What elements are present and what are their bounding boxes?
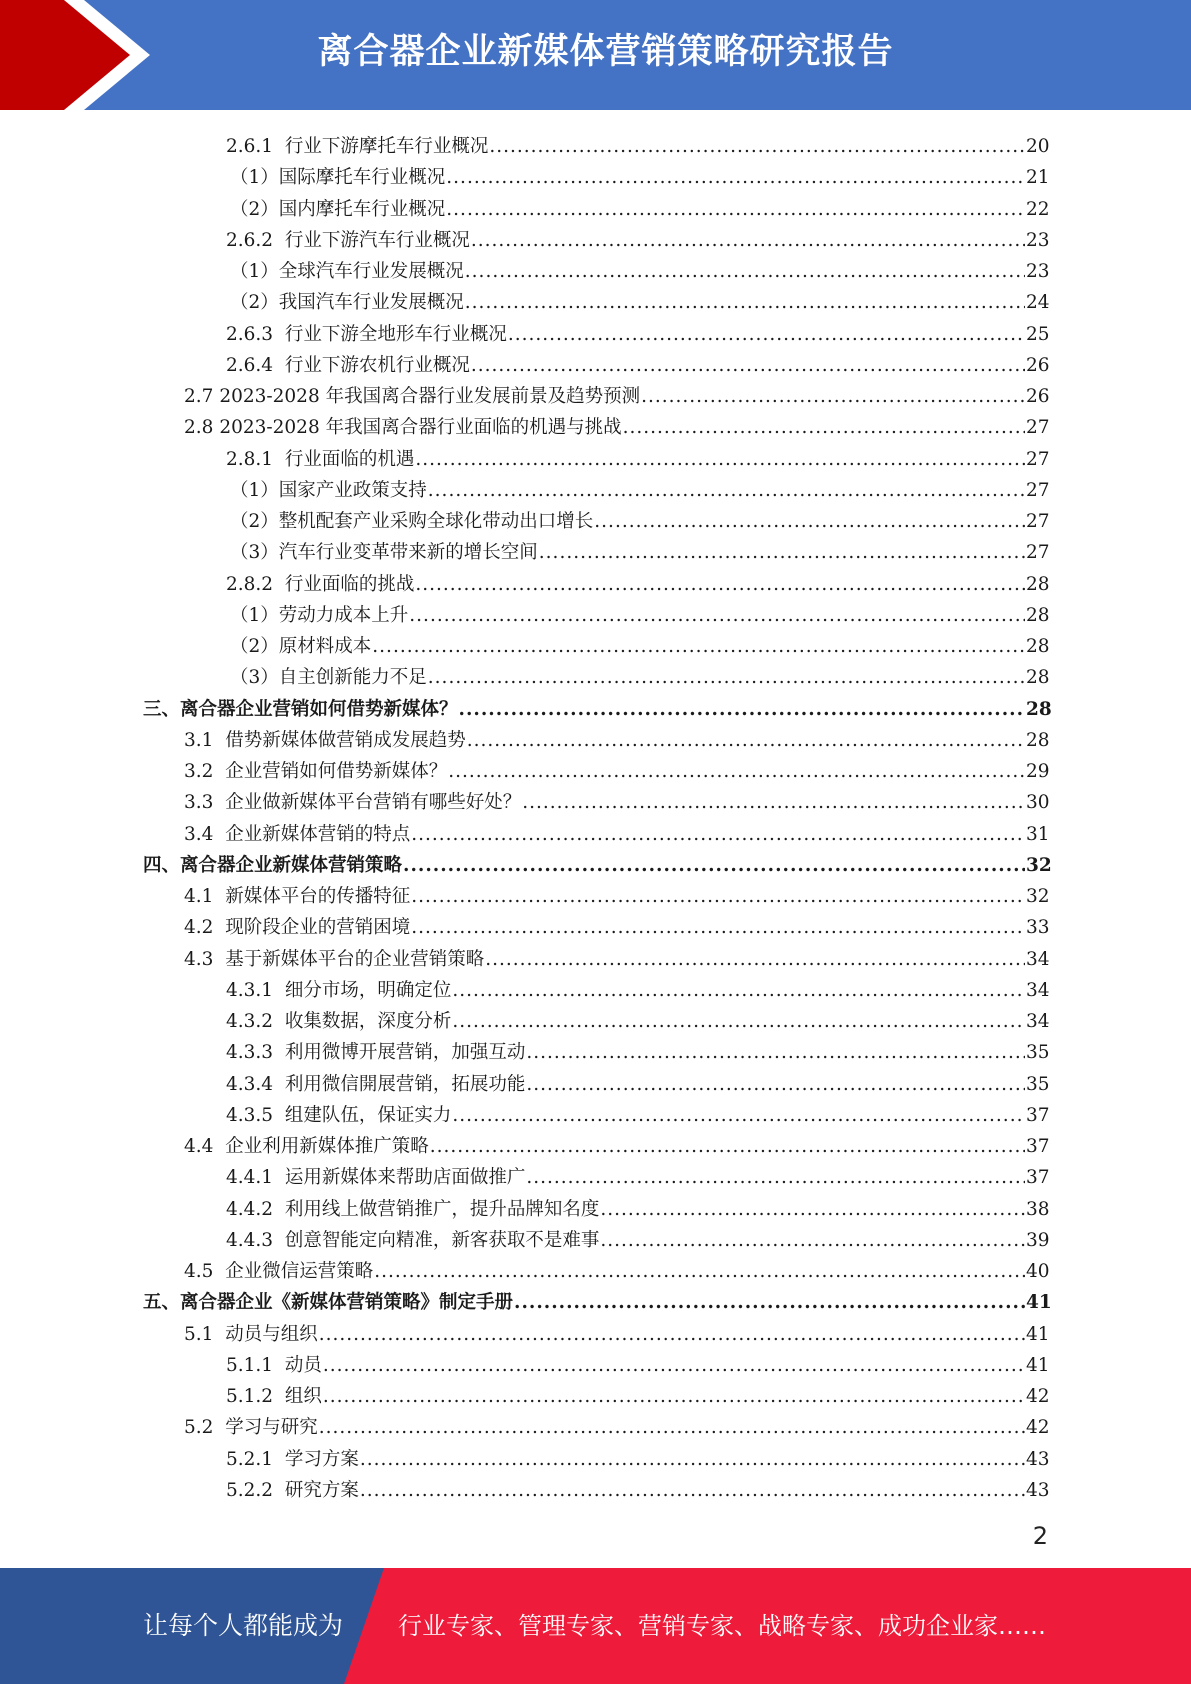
toc-entry[interactable] — [184, 1128, 1048, 1159]
toc-entry-title: 新媒体平台的传播特征 — [225, 886, 411, 907]
toc-dot-leader — [448, 760, 1025, 784]
toc-entry[interactable] — [226, 1034, 1048, 1065]
toc-entry-number: 2.7 — [184, 386, 220, 407]
toc-entry[interactable] — [226, 441, 1048, 472]
toc-entry[interactable] — [226, 1222, 1048, 1253]
toc-dot-leader — [641, 385, 1025, 409]
toc-entry[interactable] — [143, 691, 1052, 722]
toc-entry-title: 自主创新能力不足 — [278, 667, 427, 688]
toc-entry[interactable] — [230, 659, 1048, 690]
toc-entry-title: 行业下游农机行业概况 — [284, 355, 470, 376]
toc-entry-title: 学习与研究 — [225, 1417, 318, 1438]
toc-dot-leader — [415, 448, 1025, 472]
toc-entry[interactable] — [226, 316, 1048, 347]
toc-entry-number: 5.2.1 — [226, 1449, 285, 1470]
toc-entry-title: 现阶段企业的营销困境 — [225, 917, 411, 938]
toc-entry-page: 28 — [1026, 574, 1050, 595]
toc-dot-leader — [489, 135, 1025, 159]
toc-dot-leader — [471, 229, 1025, 253]
toc-entry-page: 43 — [1026, 1449, 1050, 1470]
toc-entry-page: 28 — [1026, 605, 1050, 626]
toc-entry[interactable] — [230, 597, 1048, 628]
toc-entry[interactable] — [184, 722, 1048, 753]
toc-entry-page: 34 — [1026, 949, 1050, 970]
toc-dot-leader — [452, 979, 1025, 1003]
toc-entry[interactable] — [143, 847, 1052, 878]
toc-entry-page: 43 — [1026, 1480, 1050, 1501]
toc-dot-leader — [467, 729, 1025, 753]
toc-entry-number: 3.2 — [184, 761, 226, 782]
toc-entry-number: 3.1 — [184, 730, 226, 751]
toc-dot-leader — [485, 948, 1025, 972]
toc-entry-page: 29 — [1026, 761, 1050, 782]
toc-dot-leader — [409, 604, 1025, 628]
toc-entry-number: 4.3.5 — [226, 1105, 285, 1126]
footer-slogan-left: 让每个人都能成为 — [143, 1611, 344, 1640]
toc-entry[interactable] — [230, 159, 1048, 190]
toc-dot-leader — [411, 823, 1025, 847]
toc-entry-number: 五、 — [143, 1292, 181, 1313]
toc-entry-page: 38 — [1026, 1199, 1050, 1220]
toc-entry-title: 运用新媒体来帮助店面做推广 — [284, 1167, 526, 1188]
toc-entry-title: 行业下游摩托车行业概况 — [284, 136, 489, 157]
toc-entry[interactable] — [226, 1347, 1048, 1378]
toc-entry-number: 4.2 — [184, 917, 226, 938]
toc-dot-leader — [428, 479, 1025, 503]
toc-entry-title: 我国汽车行业发展概况 — [278, 292, 464, 313]
toc-dot-leader — [411, 916, 1025, 940]
toc-entry-title: 动员与组织 — [225, 1324, 318, 1345]
toc-entry-title: 国际摩托车行业概况 — [278, 167, 446, 188]
toc-dot-leader — [452, 1010, 1025, 1034]
toc-entry-page: 23 — [1026, 261, 1050, 282]
toc-entry[interactable] — [226, 1097, 1048, 1128]
toc-entry-title: 国内摩托车行业概况 — [278, 199, 446, 220]
toc-dot-leader — [522, 791, 1025, 815]
toc-entry[interactable] — [230, 191, 1048, 222]
toc-entry-page: 37 — [1026, 1167, 1050, 1188]
toc-entry-number: 4.3 — [184, 949, 226, 970]
toc-dot-leader — [623, 416, 1025, 440]
toc-entry-number: 4.4 — [184, 1136, 226, 1157]
toc-entry-number: 4.3.4 — [226, 1074, 285, 1095]
toc-dot-leader — [508, 323, 1025, 347]
toc-dot-leader — [323, 1385, 1025, 1409]
toc-entry-page: 31 — [1026, 824, 1050, 845]
toc-entry-page: 20 — [1026, 136, 1050, 157]
toc-entry-title: 企业新媒体营销的特点 — [225, 824, 411, 845]
toc-entry-title: 借势新媒体做营销成发展趋势 — [225, 730, 466, 751]
toc-entry-page: 25 — [1026, 324, 1050, 345]
toc-entry-title: 创意智能定向精准，新客获取不是难事 — [284, 1230, 600, 1251]
toc-entry-page: 42 — [1026, 1386, 1050, 1407]
toc-entry[interactable] — [184, 753, 1048, 784]
toc-dot-leader — [539, 541, 1025, 565]
toc-dot-leader — [452, 1104, 1025, 1128]
toc-dot-leader — [428, 666, 1025, 690]
toc-entry[interactable] — [226, 1472, 1048, 1503]
toc-entry-number: （1） — [230, 480, 279, 501]
toc-entry[interactable] — [226, 566, 1048, 597]
toc-entry-page: 30 — [1026, 792, 1050, 813]
toc-entry-page: 27 — [1026, 417, 1050, 438]
toc-entry-title: 离合器企业新媒体营销策略 — [180, 855, 403, 876]
toc-entry[interactable] — [184, 1253, 1048, 1284]
toc-entry-number: （2） — [230, 292, 279, 313]
toc-entry-title: 2023-2028 年我国离合器行业发展前景及趋势预测 — [219, 386, 641, 407]
toc-entry[interactable] — [230, 503, 1048, 534]
toc-entry-number: 4.1 — [184, 886, 226, 907]
toc-dot-leader — [446, 198, 1025, 222]
toc-entry[interactable] — [184, 784, 1048, 815]
toc-entry[interactable] — [226, 222, 1048, 253]
toc-dot-leader — [415, 573, 1025, 597]
toc-entry-number: 5.2.2 — [226, 1480, 285, 1501]
toc-entry-page: 21 — [1026, 167, 1050, 188]
toc-entry[interactable] — [226, 1191, 1048, 1222]
toc-dot-leader — [600, 1198, 1025, 1222]
toc-entry-number: （2） — [230, 636, 279, 657]
toc-entry[interactable] — [143, 1284, 1052, 1315]
toc-entry[interactable] — [230, 628, 1048, 659]
toc-entry-title: 2023-2028 年我国离合器行业面临的机遇与挑战 — [219, 417, 622, 438]
toc-entry-page: 32 — [1026, 855, 1052, 876]
toc-entry-number: 4.4.2 — [226, 1199, 285, 1220]
toc-entry-title: 基于新媒体平台的企业营销策略 — [225, 949, 485, 970]
toc-entry-number: 4.4.3 — [226, 1230, 285, 1251]
toc-entry-page: 39 — [1026, 1230, 1050, 1251]
toc-dot-leader — [465, 260, 1025, 284]
toc-entry-page: 28 — [1026, 667, 1050, 688]
toc-entry[interactable] — [184, 941, 1048, 972]
toc-entry[interactable] — [184, 1316, 1048, 1347]
toc-entry[interactable] — [184, 1409, 1048, 1440]
toc-entry[interactable] — [226, 1441, 1048, 1472]
toc-entry-number: 2.6.4 — [226, 355, 285, 376]
toc-entry-page: 23 — [1026, 230, 1050, 251]
toc-entry-title: 汽车行业变革带来新的增长空间 — [278, 542, 538, 563]
toc-entry-page: 27 — [1026, 511, 1050, 532]
toc-entry-page: 41 — [1026, 1292, 1052, 1313]
toc-entry-number: （1） — [230, 167, 279, 188]
toc-entry[interactable] — [184, 909, 1048, 940]
toc-entry[interactable] — [226, 972, 1048, 1003]
toc-entry-title: 离合器企业《新媒体营销策略》制定手册 — [180, 1292, 514, 1313]
toc-entry-number: 4.3.1 — [226, 980, 285, 1001]
toc-entry[interactable] — [184, 878, 1048, 909]
toc-entry-number: （1） — [230, 605, 279, 626]
toc-entry-number: 5.2 — [184, 1417, 226, 1438]
toc-entry-number: （2） — [230, 511, 279, 532]
toc-entry[interactable] — [226, 1003, 1048, 1034]
toc-entry-number: 2.8 — [184, 417, 220, 438]
toc-entry-title: 行业下游汽车行业概况 — [284, 230, 470, 251]
toc-entry-title: 劳动力成本上升 — [278, 605, 409, 626]
toc-entry-title: 利用线上做营销推广，提升品牌知名度 — [284, 1199, 600, 1220]
toc-entry-page: 42 — [1026, 1417, 1050, 1438]
toc-entry-page: 32 — [1026, 886, 1050, 907]
toc-entry-number: 三、 — [143, 699, 181, 720]
toc-entry-number: 4.5 — [184, 1261, 226, 1282]
toc-dot-leader — [411, 885, 1025, 909]
toc-entry-title: 细分市场，明确定位 — [284, 980, 452, 1001]
toc-entry-number: 4.3.2 — [226, 1011, 285, 1032]
toc-entry-number: 3.3 — [184, 792, 226, 813]
toc-entry-title: 行业下游全地形车行业概况 — [284, 324, 507, 345]
toc-dot-leader — [514, 1291, 1025, 1315]
toc-entry-page: 34 — [1026, 980, 1050, 1001]
footer-slogan-right: 行业专家、管理专家、营销专家、战略专家、成功企业家…… — [398, 1612, 1046, 1640]
toc-entry-title: 整机配套产业采购全球化带动出口增长 — [278, 511, 594, 532]
toc-entry-page: 40 — [1026, 1261, 1050, 1282]
toc-entry-title: 组织 — [284, 1386, 322, 1407]
toc-entry[interactable] — [184, 378, 1048, 409]
toc-entry-number: 2.6.2 — [226, 230, 285, 251]
toc-entry[interactable] — [226, 1159, 1048, 1190]
toc-dot-leader — [526, 1073, 1025, 1097]
toc-dot-leader — [319, 1323, 1025, 1347]
toc-entry-title: 全球汽车行业发展概况 — [278, 261, 464, 282]
toc-entry-title: 动员 — [284, 1355, 322, 1376]
toc-entry-page: 41 — [1026, 1355, 1050, 1376]
toc-dot-leader — [372, 635, 1025, 659]
toc-entry[interactable] — [230, 472, 1048, 503]
toc-entry[interactable] — [230, 534, 1048, 565]
toc-entry-title: 利用微博开展营销，加强互动 — [284, 1042, 526, 1063]
toc-entry-number: 3.4 — [184, 824, 226, 845]
toc-entry-number: 5.1.2 — [226, 1386, 285, 1407]
toc-entry-page: 37 — [1026, 1136, 1050, 1157]
toc-entry-page: 28 — [1026, 636, 1050, 657]
toc-entry-page: 24 — [1026, 292, 1050, 313]
toc-entry-number: 2.6.3 — [226, 324, 285, 345]
toc-dot-leader — [471, 354, 1025, 378]
toc-entry-page: 28 — [1026, 730, 1050, 751]
toc-entry-page: 28 — [1026, 699, 1052, 720]
toc-entry-number: 5.1 — [184, 1324, 226, 1345]
toc-entry-page: 26 — [1026, 355, 1050, 376]
toc-entry-title: 离合器企业营销如何借势新媒体？ — [180, 699, 458, 720]
toc-entry[interactable] — [230, 284, 1048, 315]
toc-entry-title: 企业微信运营策略 — [225, 1261, 374, 1282]
toc-entry-number: （1） — [230, 261, 279, 282]
toc-entry-page: 22 — [1026, 199, 1050, 220]
toc-dot-leader — [360, 1448, 1025, 1472]
toc-entry-page: 35 — [1026, 1042, 1050, 1063]
toc-entry-title: 利用微信開展营销，拓展功能 — [284, 1074, 526, 1095]
page-number: 2 — [1032, 1522, 1048, 1550]
toc-entry-title: 国家产业政策支持 — [278, 480, 427, 501]
toc-entry-number: 四、 — [143, 855, 181, 876]
toc-entry-page: 27 — [1026, 542, 1050, 563]
toc-entry[interactable] — [226, 1066, 1048, 1097]
page-footer — [0, 1568, 1191, 1684]
toc-entry-page: 34 — [1026, 1011, 1050, 1032]
toc-entry-page: 26 — [1026, 386, 1050, 407]
toc-entry-number: 5.1.1 — [226, 1355, 285, 1376]
toc-dot-leader — [526, 1041, 1025, 1065]
toc-dot-leader — [594, 510, 1025, 534]
toc-entry-page: 27 — [1026, 480, 1050, 501]
toc-dot-leader — [526, 1166, 1025, 1190]
toc-dot-leader — [319, 1416, 1025, 1440]
toc-entry-number: 2.8.2 — [226, 574, 285, 595]
toc-entry-number: 2.6.1 — [226, 136, 285, 157]
toc-entry[interactable] — [184, 816, 1048, 847]
toc-dot-leader — [446, 166, 1025, 190]
document-title: 离合器企业新媒体营销策略研究报告 — [317, 32, 894, 72]
toc-entry-title: 学习方案 — [284, 1449, 359, 1470]
toc-entry-title: 组建队伍，保证实力 — [284, 1105, 452, 1126]
toc-entry-number: 4.3.3 — [226, 1042, 285, 1063]
toc-entry-page: 37 — [1026, 1105, 1050, 1126]
toc-dot-leader — [430, 1135, 1025, 1159]
toc-entry-number: （3） — [230, 542, 279, 563]
toc-entry-title: 原材料成本 — [278, 636, 372, 657]
toc-entry-title: 企业营销如何借势新媒体？ — [225, 761, 448, 782]
toc-entry-number: （2） — [230, 199, 279, 220]
toc-entry-title: 企业利用新媒体推广策略 — [225, 1136, 429, 1157]
toc-dot-leader — [465, 291, 1025, 315]
toc-dot-leader — [374, 1260, 1025, 1284]
toc-entry-title: 收集数据，深度分析 — [284, 1011, 452, 1032]
toc-dot-leader — [459, 698, 1025, 722]
toc-dot-leader — [323, 1354, 1025, 1378]
toc-entry-number: 2.8.1 — [226, 449, 285, 470]
toc-entry[interactable] — [230, 253, 1048, 284]
toc-entry[interactable] — [226, 347, 1048, 378]
toc-entry-number: 4.4.1 — [226, 1167, 285, 1188]
toc-entry[interactable] — [226, 128, 1048, 159]
toc-dot-leader — [600, 1229, 1025, 1253]
toc-entry-title: 行业面临的机遇 — [284, 449, 415, 470]
toc-entry-page: 35 — [1026, 1074, 1050, 1095]
toc-dot-leader — [360, 1479, 1025, 1503]
toc-entry-page: 27 — [1026, 449, 1050, 470]
toc-entry-title: 企业做新媒体平台营销有哪些好处？ — [225, 792, 522, 813]
toc-entry-title: 研究方案 — [284, 1480, 359, 1501]
toc-entry-title: 行业面临的挑战 — [284, 574, 415, 595]
toc-entry-page: 41 — [1026, 1324, 1050, 1345]
toc-entry-number: （3） — [230, 667, 279, 688]
toc-entry[interactable] — [184, 409, 1048, 440]
toc-dot-leader — [403, 854, 1025, 878]
toc-entry[interactable] — [226, 1378, 1048, 1409]
page-header — [0, 0, 1191, 110]
toc-entry-page: 33 — [1026, 917, 1050, 938]
